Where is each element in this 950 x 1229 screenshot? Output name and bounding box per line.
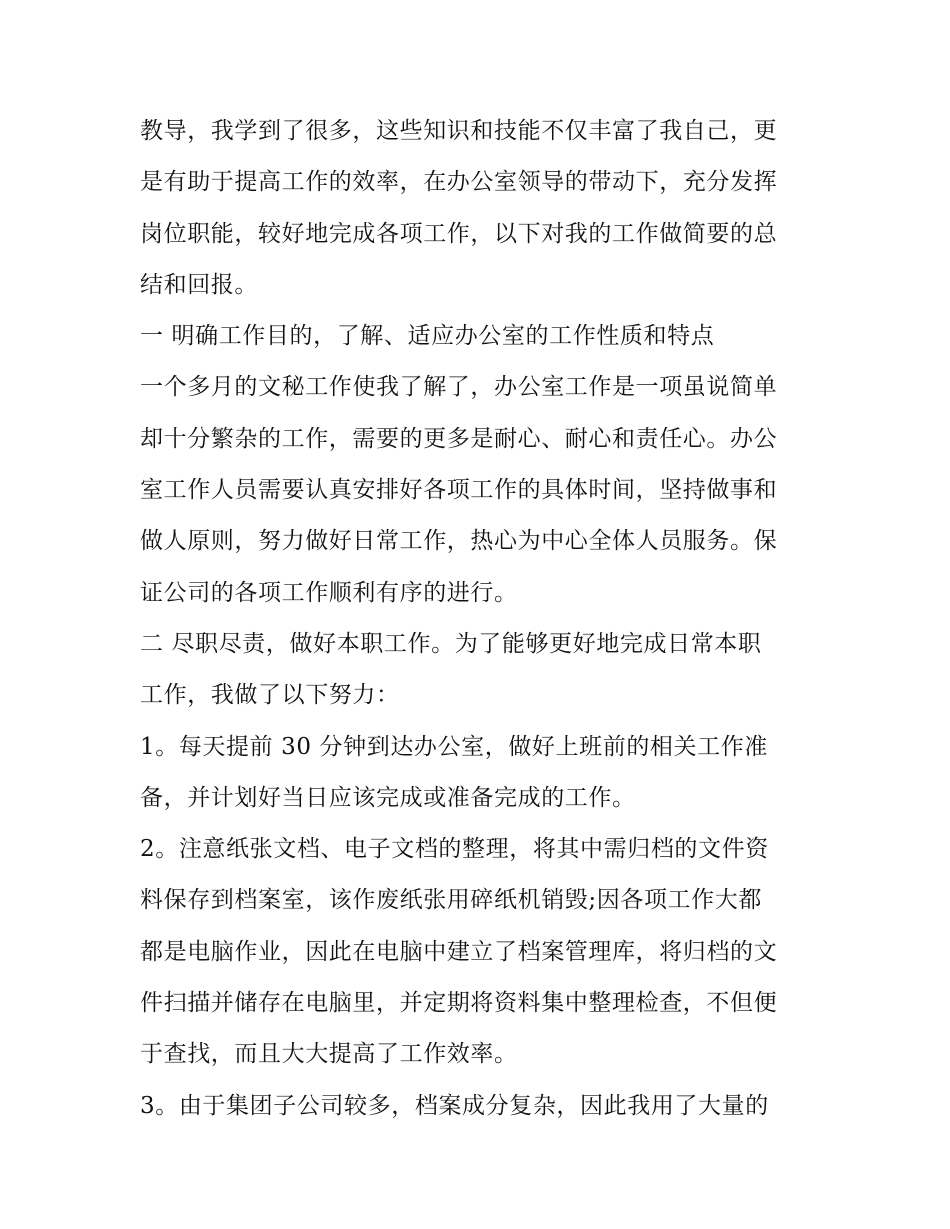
paragraph-line: 室工作人员需要认真安排好各项工作的具体时间，坚持做事和 bbox=[140, 477, 778, 504]
paragraph-line: 都是电脑作业，因此在电脑中建立了档案管理库，将归档的文 bbox=[140, 938, 778, 965]
list-item-3: 3。由于集团子公司较多，档案成分复杂，因此我用了大量的 bbox=[140, 1092, 769, 1119]
list-item-2: 2。注意纸张文档、电子文档的整理，将其中需归档的文件资 bbox=[140, 836, 769, 863]
paragraph-line: 结和回报。 bbox=[140, 271, 258, 298]
paragraph-line: 一个多月的文秘工作使我了解了，办公室工作是一项虽说简单 bbox=[140, 374, 778, 401]
paragraph-line: 是有助于提高工作的效率，在办公室领导的带动下，充分发挥 bbox=[140, 169, 778, 196]
paragraph-line: 却十分繁杂的工作，需要的更多是耐心、耐心和责任心。办公 bbox=[140, 425, 778, 452]
paragraph-line: 件扫描并储存在电脑里，并定期将资料集中整理检查，不但便 bbox=[140, 990, 778, 1017]
section-heading-1: 一 明确工作目的，了解、适应办公室的工作性质和特点 bbox=[140, 323, 715, 350]
paragraph-line: 料保存到档案室，该作废纸张用碎纸机销毁;因各项工作大都 bbox=[140, 887, 762, 914]
paragraph-line: 证公司的各项工作顺利有序的进行。 bbox=[140, 579, 518, 606]
paragraph-line: 做人原则，努力做好日常工作，热心为中心全体人员服务。保 bbox=[140, 528, 778, 555]
list-item-1: 1。每天提前 30 分钟到达办公室，做好上班前的相关工作准 bbox=[140, 733, 768, 760]
document-body bbox=[140, 106, 830, 1132]
section-heading-2: 二 尽职尽责，做好本职工作。为了能够更好地完成日常本职 bbox=[140, 630, 762, 657]
paragraph-line: 教导，我学到了很多，这些知识和技能不仅丰富了我自己，更 bbox=[140, 118, 778, 144]
paragraph-line: 备，并计划好当日应该完成或准备完成的工作。 bbox=[140, 784, 636, 811]
paragraph-line: 岗位职能，较好地完成各项工作，以下对我的工作做简要的总 bbox=[140, 220, 778, 247]
paragraph-line: 工作，我做了以下努力： bbox=[140, 682, 400, 709]
paragraph-line: 于查找，而且大大提高了工作效率。 bbox=[140, 1041, 518, 1068]
